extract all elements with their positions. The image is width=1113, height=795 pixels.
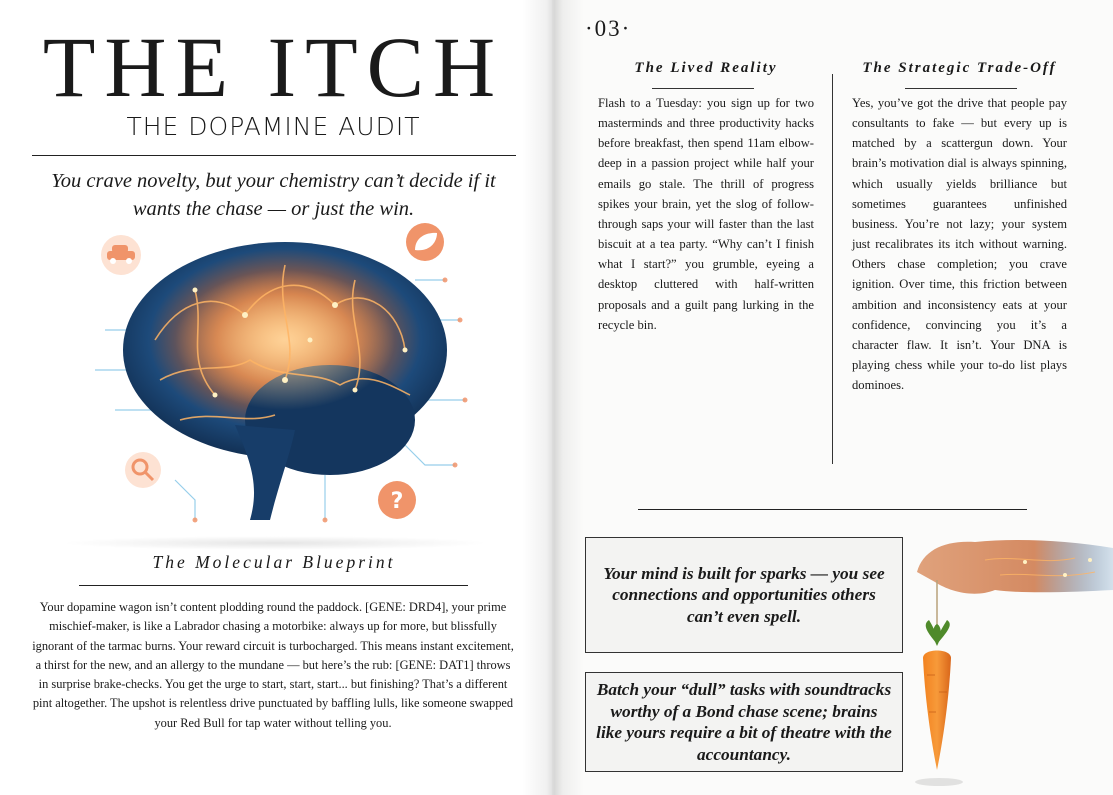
column-heading-underline (652, 88, 754, 89)
car-icon (101, 235, 141, 275)
question-icon (378, 481, 416, 519)
blueprint-body: Your dopamine wagon isn’t content plodding round the paddock. [GENE: DRD4], your prime mischief-maker, is like a Labrador chasing a motorbike: always up for more, but blissfully ignorant of the tarmac burns. Your reward circuit is turbocharged. This means instant excitement, a thirst for the new, and an allergy to the mundane — but here’s the rub: [GENE: DAT1] throws in surprise brake-checks. You get the urge to start, start, start... but finishing? That’s a different pint altogether. The upshot is relentless drive punctuated by baffling lulls, like someone swapped your Red Bull for tap water without telling you. (32, 600, 514, 730)
title-divider (32, 155, 516, 156)
section-heading-blueprint: The Molecular Blueprint (152, 552, 396, 572)
image-shadow (60, 536, 490, 550)
column-heading-lived-reality: The Lived Reality (634, 60, 778, 76)
hand-carrot-illustration (905, 520, 1113, 795)
magnifier-icon (125, 452, 161, 488)
page-title: THE ITCH (42, 19, 505, 115)
callout-divider (638, 509, 1027, 510)
callout-text: Batch your “dull” tasks with soundtracks worthy of a Bond chase scene; brains like yours require a bit of theatre with the accountancy. (596, 680, 892, 764)
page-subtitle: THE DOPAMINE AUDIT (126, 112, 421, 141)
column-heading-trade-off: The Strategic Trade-Off (862, 60, 1057, 76)
column-body-lived-reality: Flash to a Tuesday: you sign up for two masterminds and three productivity hacks before breakfast, then spend 11am elbow-deep in a passion project while half your emails go stale. The thrill of progress spikes your brain, yet the slog of follow-through saps your will faster than the last biscuit at a tea party. “Why can’t I finish what I start?” you grumble, eyeing a desktop cluttered with half-written proposals and a guilt pang lurking in the recycle bin. (598, 96, 814, 332)
leaf-icon (406, 223, 444, 261)
column-divider (832, 74, 833, 464)
section-divider (79, 585, 468, 586)
callout-text: Your mind is built for sparks — you see connections and opportunities others can’t even spell. (603, 563, 885, 626)
page-number: ·03· (585, 16, 632, 41)
lede-text: You crave novelty, but your chemistry can’t decide if it wants the chase — or just the win. (51, 170, 496, 220)
callout-box-sparks (585, 537, 903, 653)
column-heading-underline (905, 88, 1017, 89)
brain-illustration (85, 220, 470, 542)
svg-text:?: ? (390, 489, 404, 514)
callout-box-batch-tasks (585, 672, 903, 772)
column-body-trade-off: Yes, you’ve got the drive that people pay consultants to fake — but every up is matched by a scattergun down. Your brain’s motivation dial is always spinning, which usually yields brilliance but sometimes guarantees unfinished business. You’re not lazy; your system just recalibrates its itch without warning. Others chase completion; you crave ignition. Over time, this friction between ambition and inconsistency eats at your confidence, convincing you it’s a character flaw. It isn’t. Your DNA is playing chess while your to-do list plays dominoes. (852, 96, 1067, 393)
